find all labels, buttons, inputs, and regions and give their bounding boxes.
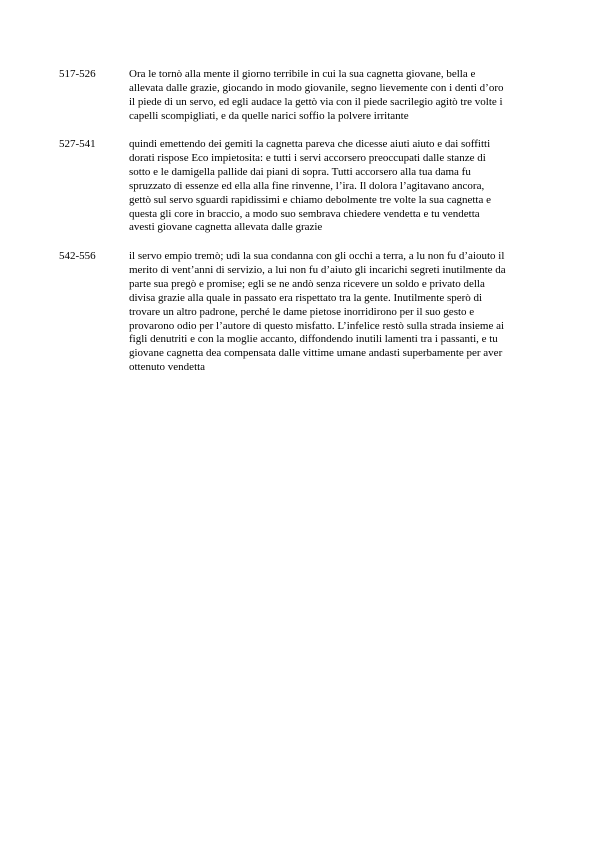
text-line: ottenuto vendetta xyxy=(129,361,206,374)
text-line: merito di vent’anni di servizio, a lui non fu d’aiuto gli incarichi segreti inutilmente da xyxy=(129,263,506,276)
text-line: giovane cagnetta dea compensata dalle vittime umane andasti superbamente per aver xyxy=(129,347,503,360)
text-line: il piede di un servo, ed egli audace la gettò via con il piede sacrilegio agitò tre volte i xyxy=(129,95,503,108)
text-line: allevata dalle grazie, giocando in modo giovanile, segno lievemente con i denti d’oro xyxy=(129,81,504,94)
text-line: Ora le tornò alla mente il giorno terribile in cui la sua cagnetta giovane, bella e xyxy=(129,68,476,80)
text-line: parte sua pregò e promise; egli se ne andò senza ricevere un soldo e privato della xyxy=(129,277,485,290)
verse-paraphrase xyxy=(129,68,542,124)
text-line: spruzzato di essenze ed ella alla fine rinvenne, l’ira. Il dolora l’agitavano ancora, xyxy=(129,179,485,192)
text-line: figli denutriti e con la moglie accanto, diffondendo inutili lamenti tra i passanti, e tu xyxy=(129,333,498,346)
text-line: questa gli core in braccio, a modo suo sembrava chiedere vendetta e tu vendetta xyxy=(129,207,480,220)
text-line: dorati rispose Eco impietosita: e tutti i servi accorsero preoccupati dalle stanze di xyxy=(129,151,486,164)
verse-range: 542-556 xyxy=(59,250,96,262)
verse-paraphrase xyxy=(129,138,542,235)
verse-paraphrase xyxy=(129,250,542,375)
text-line: trovare un altro padrone, perché le dame pietose inorridirono per il suo gesto e xyxy=(129,305,475,318)
verse-range: 527-541 xyxy=(59,138,96,150)
text-line: gettò sul servo sguardi rapidissimi e chiamo debolmente tre volte la sua cagnetta e xyxy=(129,193,491,206)
text-line: divisa grazie alla quale in passato era rispettato tra la gente. Inutilmente sperò di xyxy=(129,291,483,304)
text-line: provarono odio per l’autore di questo misfatto. L’infelice restò sulla strada insieme ai xyxy=(129,319,505,332)
text-line: il servo empio tremò; udì la sua condanna con gli occhi a terra, a lu non fu d’aiouto il xyxy=(129,250,505,262)
text-line: capelli scompigliati, e da quelle narici soffio la polvere irritante xyxy=(129,109,409,122)
text-line: avesti giovane cagnetta allevata dalle grazie xyxy=(129,221,323,234)
text-line: sotto e le damigella pallide dai piani di sopra. Tutti accorsero alla tua dama fu xyxy=(129,165,471,178)
verse-range: 517-526 xyxy=(59,68,96,80)
text-line: quindi emettendo dei gemiti la cagnetta pareva che dicesse aiuti aiuto e dai soffitti xyxy=(129,138,491,150)
